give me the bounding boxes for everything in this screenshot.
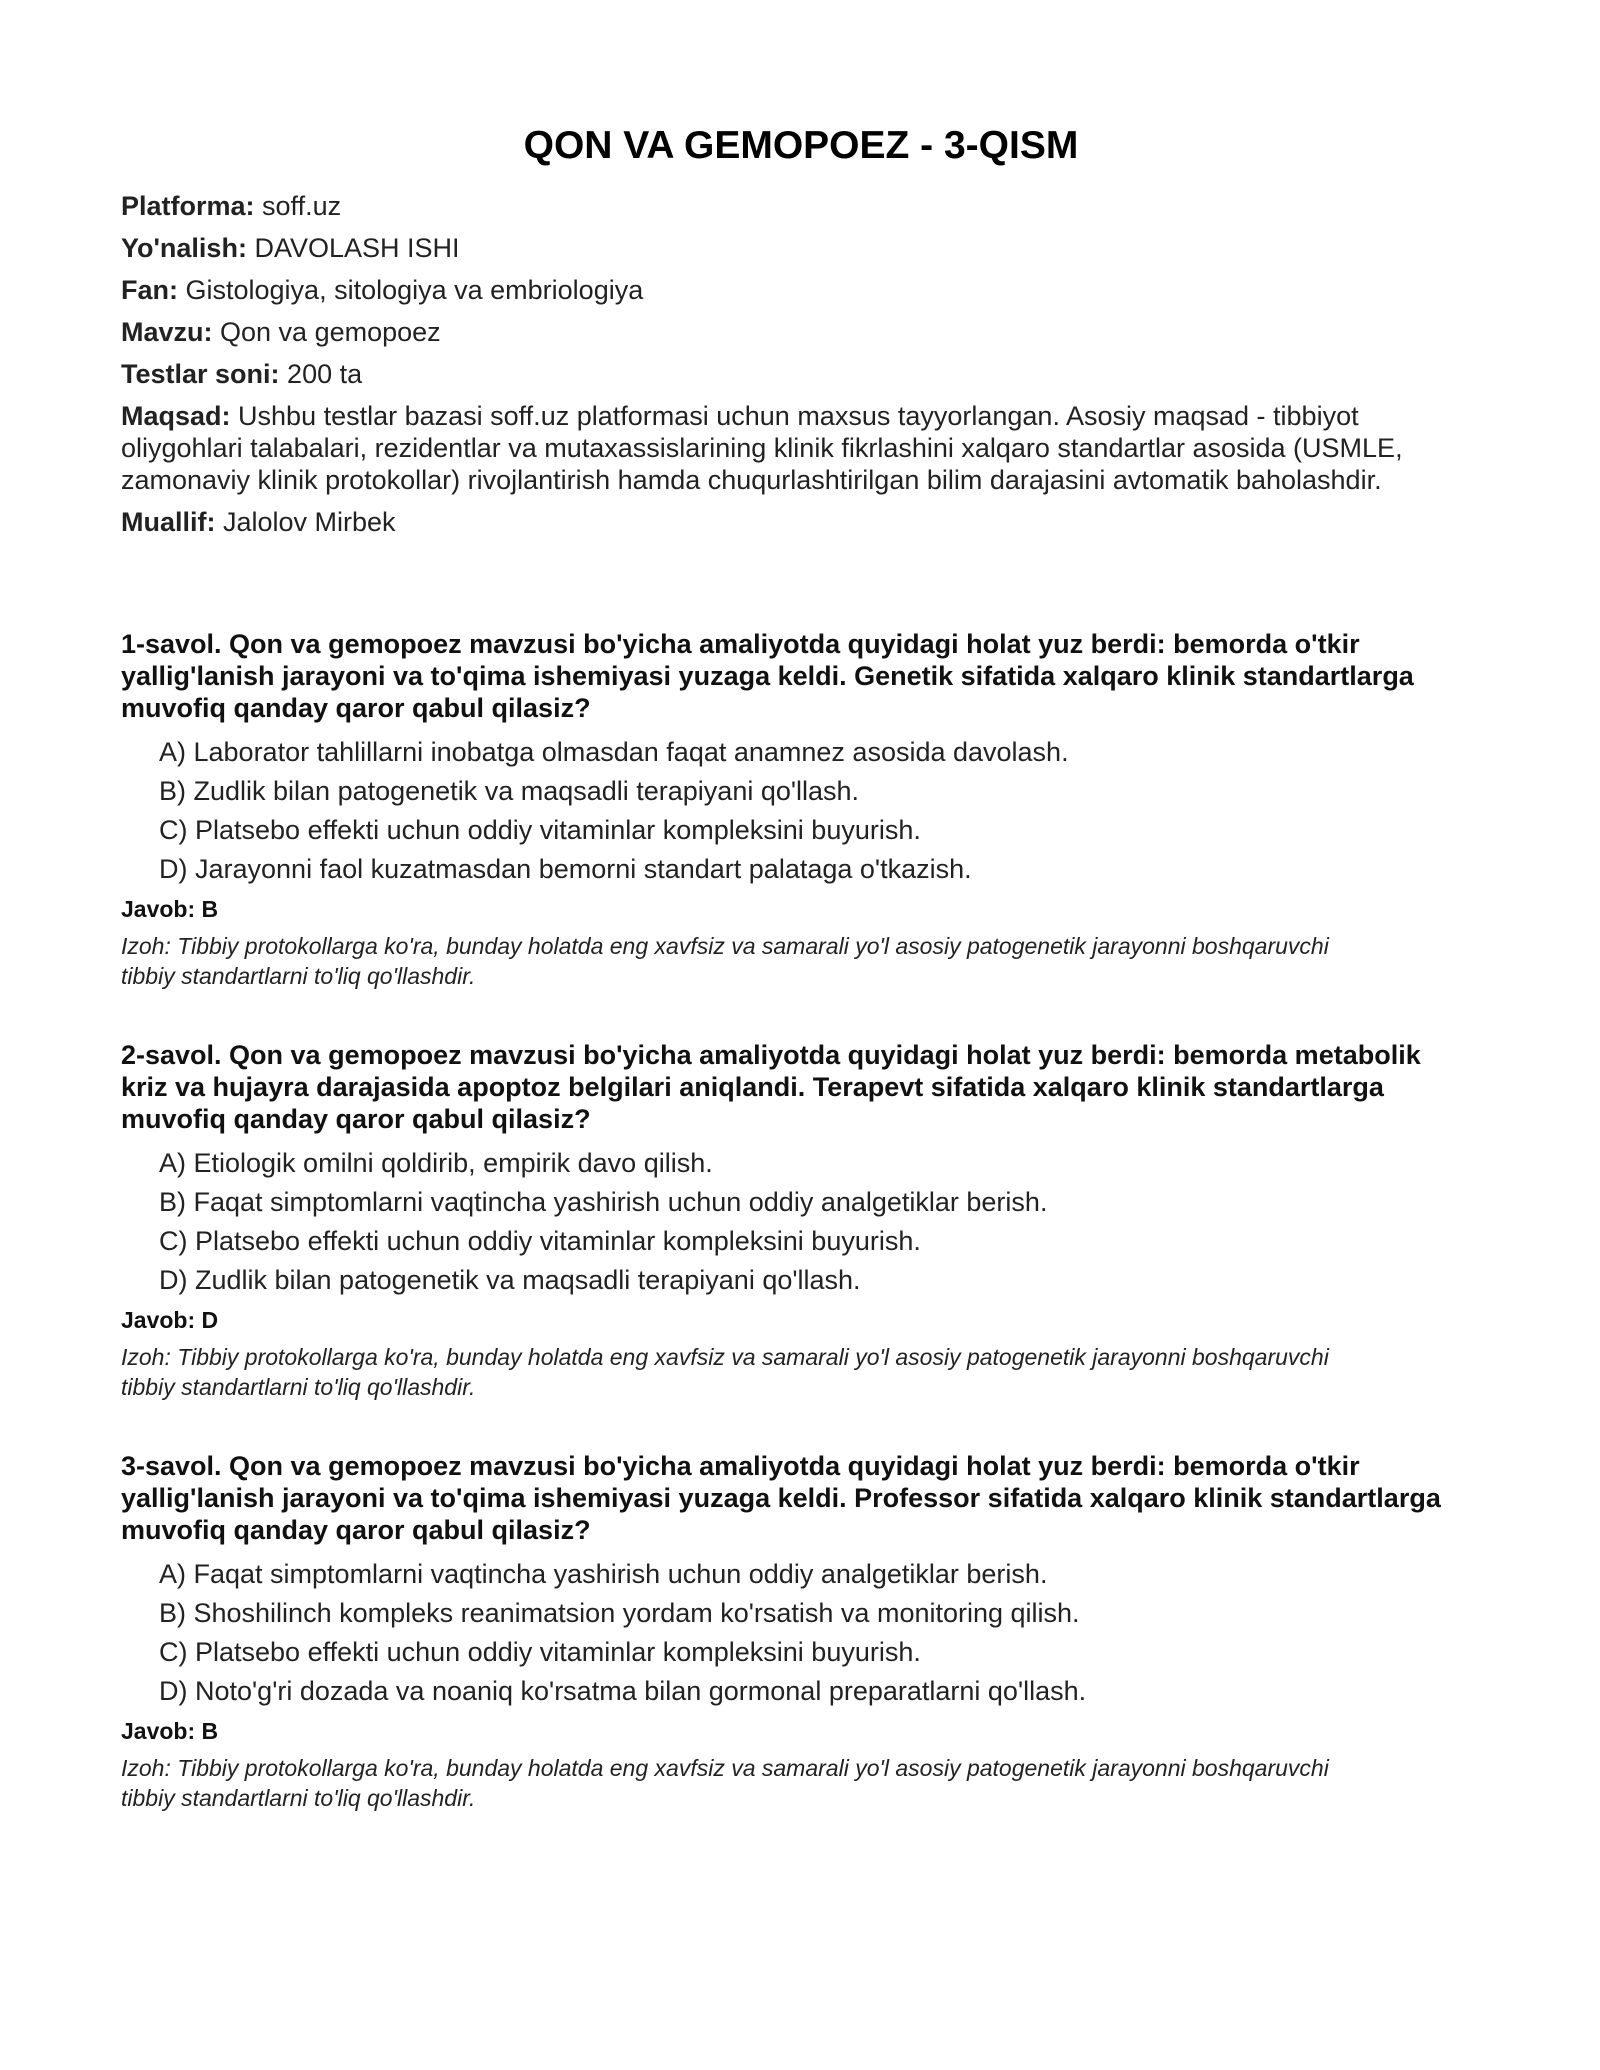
meta-mavzu	[121, 316, 1481, 348]
correct-answer: Javob: B	[121, 896, 219, 922]
answer-options	[121, 1147, 1481, 1296]
question-1	[121, 628, 1481, 991]
answer-option-b: B) Faqat simptomlarni vaqtincha yashirish uchun oddiy analgetiklar berish.	[159, 1187, 1048, 1217]
correct-answer: Javob: B	[121, 1718, 219, 1744]
meta-key: Fan:	[121, 275, 178, 305]
meta-testlar-soni	[121, 358, 1481, 390]
meta-key: Mavzu:	[121, 317, 213, 347]
meta-value: soff.uz	[254, 191, 342, 221]
answer-option-d: D) Noto'g'ri dozada va noaniq ko'rsatma bilan gormonal preparatlarni qo'llash.	[159, 1676, 1087, 1706]
answer-options	[121, 736, 1481, 885]
meta-value: Jalolov Mirbek	[215, 507, 396, 537]
answer-option-a: A) Etiologik omilni qoldirib, empirik davo qilish.	[159, 1148, 713, 1178]
answer-explanation: Izoh: Tibbiy protokollarga ko'ra, bunday holatda eng xavfsiz va samarali yo'l asosiy patogenetik jarayonni boshqaruvchi tibbiy standartlarni to'liq qo'llashdir.	[121, 1755, 1329, 1811]
answer-option-d: D) Jarayonni faol kuzatmasdan bemorni standart palataga o'tkazish.	[159, 854, 972, 884]
meta-key: Testlar soni:	[121, 359, 280, 389]
meta-platforma	[121, 190, 1481, 222]
meta-muallif	[121, 506, 1481, 538]
answer-option-c: C) Platsebo effekti uchun oddiy vitaminlar kompleksini buyurish.	[159, 1637, 921, 1667]
question-3	[121, 1450, 1481, 1813]
question-text: 3-savol. Qon va gemopoez mavzusi bo'yicha amaliyotda quyidagi holat yuz berdi: bemorda o'tkir yallig'lanish jarayoni va to'qima ishemiyasi yuzaga keldi. Professor sifatida xalqaro klinik standartlarga muvofiq qanday qaror qabul qilasiz?	[121, 1451, 1441, 1545]
answer-option-b: B) Zudlik bilan patogenetik va maqsadli terapiyani qo'llash.	[159, 776, 860, 806]
meta-maqsad	[121, 400, 1451, 496]
answer-option-c: C) Platsebo effekti uchun oddiy vitaminlar kompleksini buyurish.	[159, 1226, 921, 1256]
answer-option-b: B) Shoshilinch kompleks reanimatsion yordam ko'rsatish va monitoring qilish.	[159, 1598, 1080, 1628]
meta-value: Qon va gemopoez	[212, 317, 441, 347]
answer-explanation: Izoh: Tibbiy protokollarga ko'ra, bunday holatda eng xavfsiz va samarali yo'l asosiy patogenetik jarayonni boshqaruvchi tibbiy standartlarni to'liq qo'llashdir.	[121, 933, 1329, 989]
answer-options	[121, 1558, 1481, 1707]
answer-option-c: C) Platsebo effekti uchun oddiy vitaminlar kompleksini buyurish.	[159, 815, 921, 845]
document-title: QON VA GEMOPOEZ - 3-QISM	[523, 124, 1079, 167]
answer-option-a: A) Faqat simptomlarni vaqtincha yashirish uchun oddiy analgetiklar berish.	[159, 1559, 1048, 1589]
meta-key: Yo'nalish:	[121, 233, 247, 263]
question-text: 2-savol. Qon va gemopoez mavzusi bo'yicha amaliyotda quyidagi holat yuz berdi: bemorda metabolik kriz va hujayra darajasida apoptoz belgilari aniqlandi. Terapevt sifatida xalqaro klinik standartlarga muvofiq qanday qaror qabul qilasiz?	[121, 1040, 1421, 1134]
meta-yonalish	[121, 232, 1481, 264]
question-text: 1-savol. Qon va gemopoez mavzusi bo'yicha amaliyotda quyidagi holat yuz berdi: bemorda o'tkir yallig'lanish jarayoni va to'qima ishemiyasi yuzaga keldi. Genetik sifatida xalqaro klinik standartlarga muvofiq qanday qaror qabul qilasiz?	[121, 629, 1414, 723]
answer-option-a: A) Laborator tahlillarni inobatga olmasdan faqat anamnez asosida davolash.	[159, 737, 1069, 767]
question-2	[121, 1039, 1481, 1402]
meta-value: 200 ta	[279, 359, 363, 389]
document-page	[121, 0, 1481, 1813]
meta-value: DAVOLASH ISHI	[246, 233, 460, 263]
meta-key: Maqsad:	[121, 401, 231, 431]
correct-answer: Javob: D	[121, 1307, 219, 1333]
meta-fan	[121, 274, 1481, 306]
meta-key: Muallif:	[121, 507, 216, 537]
meta-key: Platforma:	[121, 191, 255, 221]
answer-explanation: Izoh: Tibbiy protokollarga ko'ra, bunday holatda eng xavfsiz va samarali yo'l asosiy patogenetik jarayonni boshqaruvchi tibbiy standartlarni to'liq qo'llashdir.	[121, 1344, 1329, 1400]
answer-option-d: D) Zudlik bilan patogenetik va maqsadli terapiyani qo'llash.	[159, 1265, 861, 1295]
meta-value: Ushbu testlar bazasi soff.uz platformasi uchun maxsus tayyorlangan. Asosiy maqsad - tibbiyot oliygohlari talabalari, rezidentlar va mutaxassislarining klinik fikrlashini xalqaro standartlar asosida (USMLE, zamonaviy klinik protokollar) rivojlantirish hamda chuqurlashtirilgan bilim darajasini avtomatik baholashdir.	[121, 401, 1403, 495]
document-meta	[121, 190, 1481, 538]
meta-value: Gistologiya, sitologiya va embriologiya	[178, 275, 644, 305]
